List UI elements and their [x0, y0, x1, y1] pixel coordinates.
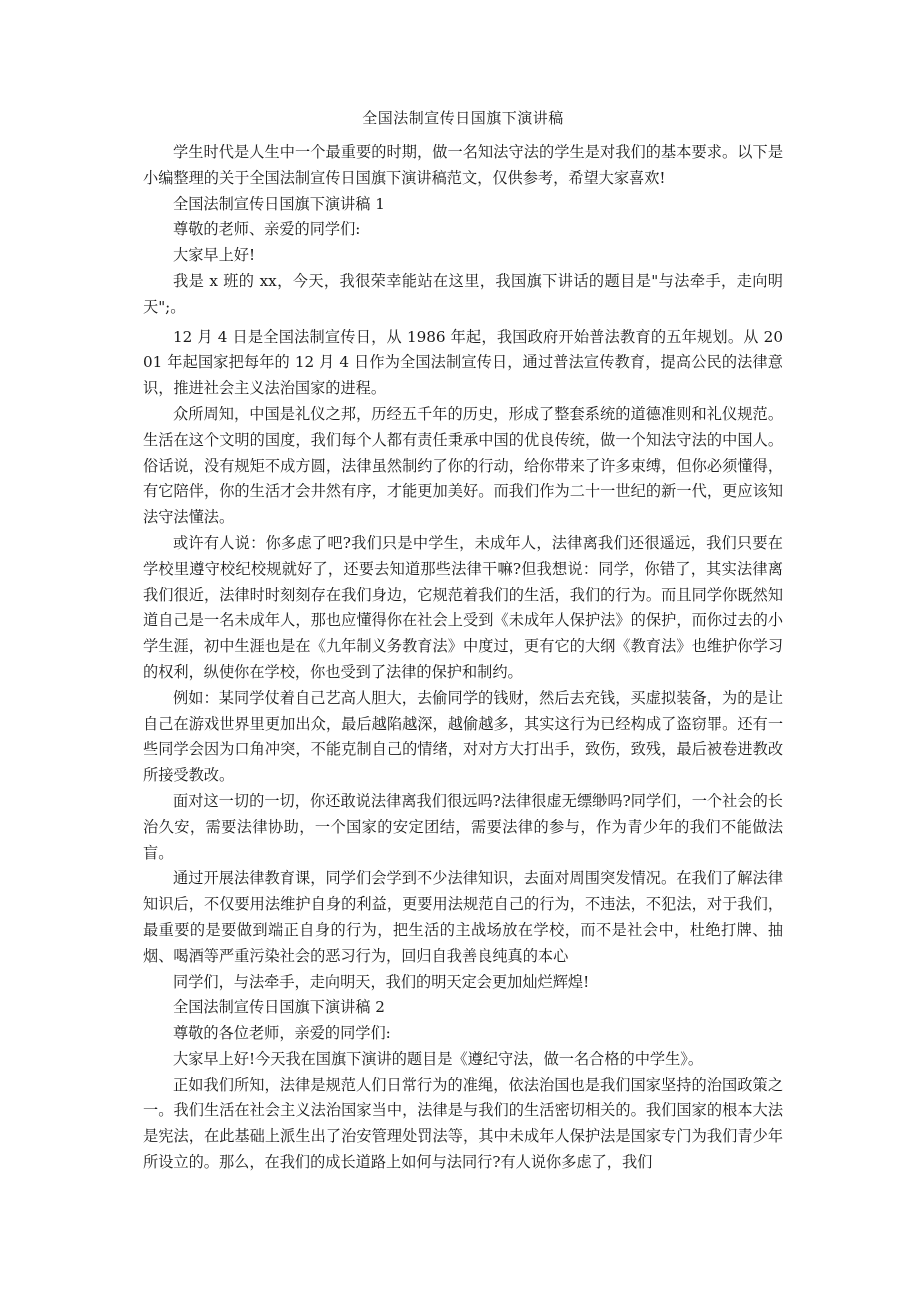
document-title: 全国法制宣传日国旗下演讲稿 — [362, 109, 564, 127]
speech-1-paragraph: 通过开展法律教育课，同学们会学到不少法律知识，去面对周围突发情况。在我们了解法律知识后，不仅要用法维护自身的利益，更要用法规范自己的行为，不违法，不犯法，对于我们，最重要的是要做到端正自身的行为，把生活的主战场放在学校，而不是社会中，杜绝打牌、抽烟、喝酒等严重污染社会的恶习行为，回归自我善良纯真的本心 — [143, 869, 783, 965]
speech-1-topic: 我是 x 班的 xx，今天，我很荣幸能站在这里，我国旗下讲话的题目是"与法牵手，走向明天";。 — [143, 271, 783, 316]
speech-2-salutation: 尊敬的各位老师，亲爱的同学们: — [173, 1024, 391, 1043]
document-page — [143, 108, 783, 1176]
speech-1-paragraph: 12 月 4 日是全国法制宣传日，从 1986 年起，我国政府开始普法教育的五年规划。从 2001 年起国家把每年的 12 月 4 日作为全国法制宣传日，通过普法宣传教育，提高公民的法律意识，推进社会主义法治国家的进程。 — [143, 327, 783, 398]
speech-2-paragraph: 正如我们所知，法律是规范人们日常行为的准绳，依法治国也是我们国家坚持的治国政策之一。我们生活在社会主义法治国家当中，法律是与我们的生活密切相关的。我们国家的根本大法是宪法，在此基础上派生出了治安管理处罚法等，其中未成年人保护法是国家专门为我们青少年所设立的。那么，在我们的成长道路上如何与法同行?有人说你多虑了，我们 — [143, 1075, 783, 1172]
speech-1-paragraph: 例如：某同学仗着自己艺高人胆大，去偷同学的钱财，然后去充钱，买虚拟装备，为的是让自己在游戏世界里更加出众，最后越陷越深，越偷越多，其实这行为已经构成了盗窃罪。还有一些同学会因为口角冲突，不能克制自己的情绪，对对方大打出手，致伤，致残，最后被卷进教改所接受教改。 — [143, 688, 783, 785]
speech-1-salutation: 尊敬的老师、亲爱的同学们: — [173, 220, 361, 239]
speech-1-greeting: 大家早上好! — [173, 246, 256, 265]
speech-1-paragraph: 面对这一切的一切，你还敢说法律离我们很远吗?法律很虚无缥缈吗?同学们，一个社会的长治久安，需要法律协助，一个国家的安定团结，需要法律的参与，作为青少年的我们不能做法盲。 — [143, 791, 783, 862]
speech-1-paragraph: 众所周知，中国是礼仪之邦，历经五千年的历史，形成了整套系统的道德准则和礼仪规范。生活在这个文明的国度，我们每个人都有责任秉承中国的优良传统，做一个知法守法的中国人。俗话说，没有规矩不成方圆，法律虽然制约了你的行动，给你带来了许多束缚，但你必须懂得，有它陪伴，你的生活才会井然有序，才能更加美好。而我们作为二十一世纪的新一代，更应该知法守法懂法。 — [143, 404, 783, 527]
speech-1-closing: 同学们，与法牵手，走向明天，我们的明天定会更加灿烂辉煌! — [173, 972, 590, 991]
paragraph-intro: 学生时代是人生中一个最重要的时期，做一名知法守法的学生是对我们的基本要求。以下是小编整理的关于全国法制宣传日国旗下演讲稿范文，仅供参考，希望大家喜欢! — [143, 143, 783, 187]
speech-2-greeting: 大家早上好!今天我在国旗下演讲的题目是《遵纪守法，做一名合格的中学生》。 — [173, 1049, 704, 1068]
speech-1-heading: 全国法制宣传日国旗下演讲稿 1 — [173, 194, 385, 213]
speech-2-heading: 全国法制宣传日国旗下演讲稿 2 — [173, 998, 385, 1017]
speech-1-paragraph: 或许有人说：你多虑了吧?我们只是中学生，未成年人，法律离我们还很遥远，我们只要在学校里遵守校纪校规就好了，还要去知道那些法律干嘛?但我想说：同学，你错了，其实法律离我们很近，法律时时刻刻存在我们身边，它规范着我们的生活，我们的行为。而且同学你既然知道自己是一名未成年人，那也应懂得你在社会上受到《未成年人保护法》的保护，而你过去的小学生涯，初中生涯也是在《九年制义务教育法》中度过，更有它的大纲《教育法》也维护你学习的权利，纵使你在学校，你也受到了法律的保护和制约。 — [143, 533, 783, 681]
